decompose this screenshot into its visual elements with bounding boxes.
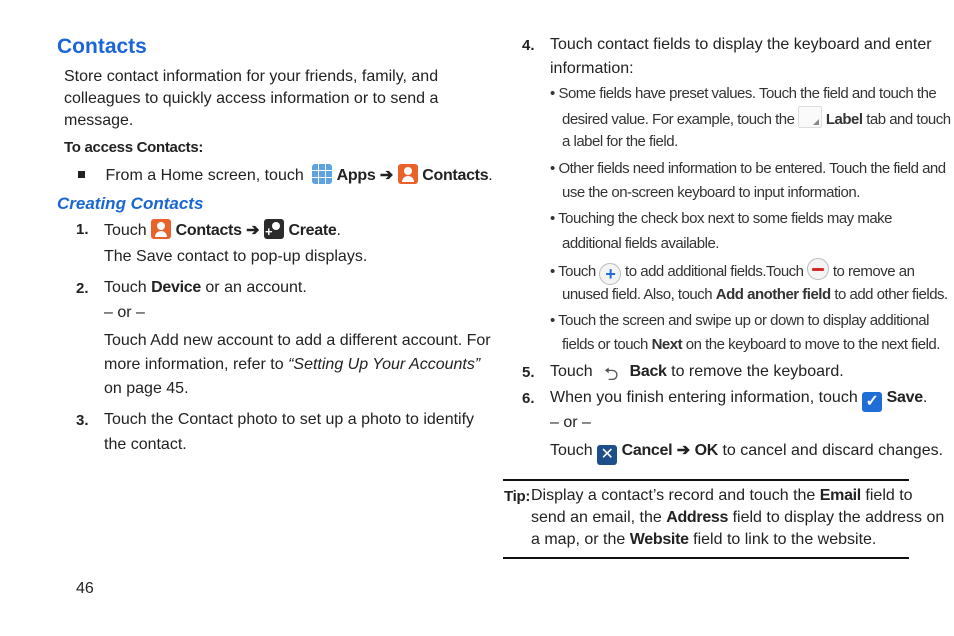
- create-contact-icon: [264, 219, 284, 239]
- section-heading-creating-contacts: Creating Contacts: [57, 194, 204, 213]
- step-number-1: 1.: [76, 221, 89, 238]
- step-1: Touch Contacts ➔ + Create.: [104, 219, 341, 242]
- tip-line-2: send an email, the Address field to display the address on: [531, 509, 945, 526]
- label-field-icon: [798, 106, 822, 128]
- step-3-line-1: Touch the Contact photo to set up a photo to identify: [104, 411, 475, 428]
- page-number: 46: [76, 580, 94, 597]
- intro-line-3: message.: [64, 112, 134, 129]
- bullet-preset-values-line-3: a label for the field.: [562, 133, 678, 150]
- cancel-x-icon: ✕: [597, 445, 617, 465]
- apps-grid-icon: [312, 164, 332, 184]
- intro-line-1: Store contact information for your friends, family, and: [64, 68, 439, 85]
- tip-line-1: Display a contact’s record and touch the Email field to: [531, 487, 913, 504]
- access-step: From a Home screen, touch Apps ➔ Contacts.: [78, 164, 493, 187]
- step-number-4: 4.: [522, 37, 535, 54]
- add-field-plus-icon: +: [599, 263, 621, 285]
- step-4-line-2: information:: [550, 60, 634, 77]
- intro-line-2: colleagues to quickly access information or to send a: [64, 90, 439, 107]
- bullet-other-fields-line-2: use the on-screen keyboard to input information.: [562, 184, 860, 201]
- contacts-person-icon: [151, 219, 171, 239]
- back-arrow-icon: ⮌: [603, 364, 619, 384]
- step-3-line-2: the contact.: [104, 436, 187, 453]
- step-2-alt-line-3: on page 45.: [104, 380, 189, 397]
- tip-top-rule: [503, 479, 909, 481]
- remove-field-minus-icon: [807, 258, 829, 280]
- step-2: Touch Device or an account.: [104, 279, 307, 296]
- step-2-alt-line-2: more information, refer to “Setting Up Your Accounts”: [104, 356, 481, 373]
- step-number-2: 2.: [76, 280, 89, 297]
- step-number-6: 6.: [522, 390, 535, 407]
- bullet-swipe: • Touch the screen and swipe up or down to display additional: [550, 312, 929, 329]
- page-title: Contacts: [57, 35, 147, 58]
- bullet-add-remove-fields: • Touch + to add additional fields.Touch to remove an: [550, 258, 914, 285]
- step-6-alt: Touch ✕ Cancel ➔ OK to cancel and discard changes.: [550, 442, 944, 463]
- access-heading: To access Contacts:: [64, 139, 204, 156]
- step-6: When you finish entering information, touch ✓ Save.: [550, 389, 928, 410]
- tip-line-3: a map, or the Website field to link to the website.: [531, 531, 877, 548]
- step-6-or: – or –: [550, 414, 591, 431]
- step-4-line-1: Touch contact fields to display the keyboard and enter: [550, 36, 932, 53]
- step-1-result: The Save contact to pop-up displays.: [104, 248, 368, 265]
- step-number-5: 5.: [522, 364, 535, 381]
- step-2-alt-line-1: Touch Add new account to add a different account. For: [104, 332, 491, 349]
- save-check-icon: ✓: [862, 392, 882, 412]
- bullet-check-box: • Touching the check box next to some fields may make: [550, 210, 893, 227]
- step-number-3: 3.: [76, 412, 89, 429]
- bullet-check-box-line-2: additional fields available.: [562, 235, 719, 252]
- square-bullet-icon: [78, 171, 85, 178]
- tip-bottom-rule: [503, 557, 909, 559]
- tip-label: Tip:: [504, 488, 531, 505]
- step-5: Touch ⮌ Back to remove the keyboard.: [550, 363, 844, 384]
- contacts-person-icon: [398, 164, 418, 184]
- step-2-or: – or –: [104, 304, 145, 321]
- bullet-other-fields: • Other fields need information to be entered. Touch the field and: [550, 160, 946, 177]
- bullet-swipe-line-2: fields or touch Next on the keyboard to move to the next field.: [562, 336, 940, 353]
- bullet-preset-values: • Some fields have preset values. Touch the field and touch the: [550, 85, 937, 102]
- bullet-add-remove-fields-line-2: unused field. Also, touch Add another field to add other fields.: [562, 286, 948, 303]
- cross-reference-link[interactable]: “Setting Up Your Accounts”: [288, 356, 481, 373]
- bullet-preset-values-line-2: desired value. For example, touch the Label tab and touch: [562, 106, 951, 132]
